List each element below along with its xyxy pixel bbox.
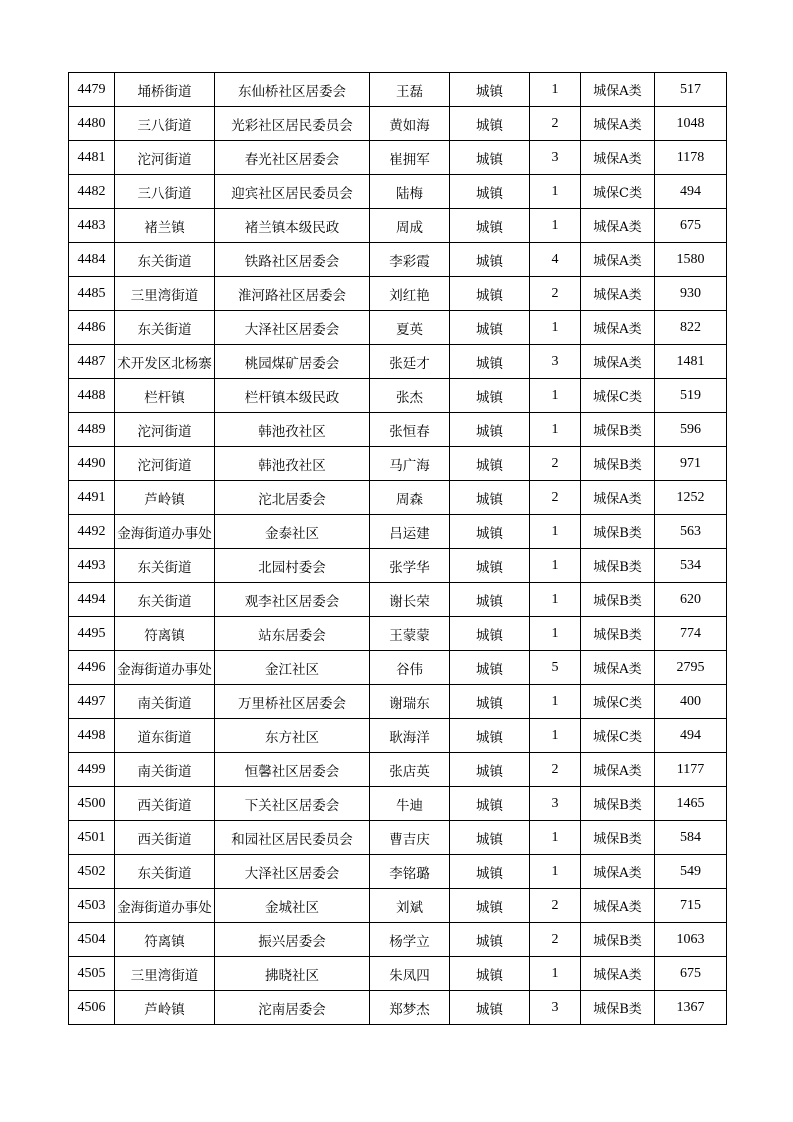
table-row [69,413,727,447]
record-id-cell: 4490 [69,447,115,481]
subdistrict-cell: 东关街道 [115,549,215,583]
monthly-amount-cell: 1465 [655,787,727,821]
household-type-cell: 城镇 [450,345,530,379]
subdistrict-cell: 道东街道 [115,719,215,753]
assistance-category-cell: 城保B类 [581,787,655,821]
name-cell: 崔拥军 [370,141,450,175]
assistance-category-cell: 城保B类 [581,447,655,481]
record-id-cell: 4494 [69,583,115,617]
subdistrict-cell: 东关街道 [115,583,215,617]
assistance-category-cell: 城保B类 [581,821,655,855]
community-cell: 淮河路社区居委会 [215,277,370,311]
record-id-cell: 4502 [69,855,115,889]
household-type-cell: 城镇 [450,481,530,515]
community-cell: 下关社区居委会 [215,787,370,821]
assistance-category-cell: 城保A类 [581,345,655,379]
record-id-cell: 4501 [69,821,115,855]
table-row [69,855,727,889]
household-type-cell: 城镇 [450,583,530,617]
name-cell: 谢瑞东 [370,685,450,719]
table-row [69,447,727,481]
community-cell: 桃园煤矿居委会 [215,345,370,379]
assistance-category-cell: 城保A类 [581,651,655,685]
monthly-amount-cell: 1177 [655,753,727,787]
record-id-cell: 4505 [69,957,115,991]
subdistrict-cell: 埇桥街道 [115,73,215,107]
member-count-cell: 2 [530,447,581,481]
member-count-cell: 1 [530,685,581,719]
assistance-category-cell: 城保C类 [581,379,655,413]
community-cell: 拂晓社区 [215,957,370,991]
table-row [69,481,727,515]
record-id-cell: 4506 [69,991,115,1025]
member-count-cell: 3 [530,787,581,821]
monthly-amount-cell: 675 [655,209,727,243]
subdistrict-cell: 东关街道 [115,855,215,889]
household-type-cell: 城镇 [450,787,530,821]
monthly-amount-cell: 675 [655,957,727,991]
member-count-cell: 1 [530,719,581,753]
assistance-category-cell: 城保C类 [581,685,655,719]
subdistrict-cell: 芦岭镇 [115,481,215,515]
household-type-cell: 城镇 [450,685,530,719]
monthly-amount-cell: 1063 [655,923,727,957]
household-type-cell: 城镇 [450,753,530,787]
name-cell: 朱凤四 [370,957,450,991]
community-cell: 东仙桥社区居委会 [215,73,370,107]
assistance-category-cell: 城保A类 [581,311,655,345]
monthly-amount-cell: 400 [655,685,727,719]
table-row [69,277,727,311]
household-type-cell: 城镇 [450,243,530,277]
member-count-cell: 1 [530,617,581,651]
community-cell: 金城社区 [215,889,370,923]
community-cell: 振兴居委会 [215,923,370,957]
table-row [69,243,727,277]
assistance-category-cell: 城保A类 [581,481,655,515]
monthly-amount-cell: 517 [655,73,727,107]
record-id-cell: 4488 [69,379,115,413]
record-id-cell: 4503 [69,889,115,923]
record-id-cell: 4485 [69,277,115,311]
household-type-cell: 城镇 [450,73,530,107]
community-cell: 沱北居委会 [215,481,370,515]
community-cell: 韩池孜社区 [215,413,370,447]
name-cell: 李彩霞 [370,243,450,277]
table-row [69,379,727,413]
monthly-amount-cell: 1481 [655,345,727,379]
subdistrict-cell: 三八街道 [115,175,215,209]
member-count-cell: 1 [530,821,581,855]
community-cell: 恒馨社区居委会 [215,753,370,787]
subdistrict-cell: 东关街道 [115,311,215,345]
member-count-cell: 3 [530,345,581,379]
household-type-cell: 城镇 [450,447,530,481]
subdistrict-cell: 沱河街道 [115,141,215,175]
member-count-cell: 2 [530,753,581,787]
household-type-cell: 城镇 [450,617,530,651]
monthly-amount-cell: 774 [655,617,727,651]
member-count-cell: 1 [530,209,581,243]
table-row [69,787,727,821]
table-row [69,141,727,175]
household-type-cell: 城镇 [450,855,530,889]
name-cell: 郑梦杰 [370,991,450,1025]
record-id-cell: 4481 [69,141,115,175]
household-type-cell: 城镇 [450,923,530,957]
household-type-cell: 城镇 [450,141,530,175]
record-id-cell: 4486 [69,311,115,345]
member-count-cell: 1 [530,549,581,583]
name-cell: 张恒春 [370,413,450,447]
monthly-amount-cell: 822 [655,311,727,345]
household-type-cell: 城镇 [450,209,530,243]
name-cell: 张杰 [370,379,450,413]
community-cell: 金泰社区 [215,515,370,549]
monthly-amount-cell: 715 [655,889,727,923]
monthly-amount-cell: 549 [655,855,727,889]
record-id-cell: 4489 [69,413,115,447]
name-cell: 周成 [370,209,450,243]
subdistrict-cell: 芦岭镇 [115,991,215,1025]
name-cell: 张廷才 [370,345,450,379]
subdistrict-cell: 南关街道 [115,685,215,719]
table-row [69,73,727,107]
assistance-category-cell: 城保A类 [581,889,655,923]
assistance-category-cell: 城保B类 [581,515,655,549]
monthly-amount-cell: 930 [655,277,727,311]
table-row [69,549,727,583]
monthly-amount-cell: 971 [655,447,727,481]
household-type-cell: 城镇 [450,311,530,345]
monthly-amount-cell: 620 [655,583,727,617]
household-type-cell: 城镇 [450,889,530,923]
table-row [69,991,727,1025]
table-row [69,175,727,209]
household-type-cell: 城镇 [450,957,530,991]
assistance-category-cell: 城保C类 [581,175,655,209]
name-cell: 张学华 [370,549,450,583]
monthly-amount-cell: 2795 [655,651,727,685]
household-type-cell: 城镇 [450,413,530,447]
assistance-category-cell: 城保B类 [581,617,655,651]
roster-table [68,72,727,1025]
community-cell: 站东居委会 [215,617,370,651]
record-id-cell: 4496 [69,651,115,685]
name-cell: 曹吉庆 [370,821,450,855]
table-row [69,209,727,243]
assistance-category-cell: 城保C类 [581,719,655,753]
subdistrict-cell: 褚兰镇 [115,209,215,243]
member-count-cell: 1 [530,583,581,617]
monthly-amount-cell: 563 [655,515,727,549]
record-id-cell: 4504 [69,923,115,957]
record-id-cell: 4479 [69,73,115,107]
subdistrict-cell: 沱河街道 [115,413,215,447]
subdistrict-cell: 术开发区北杨寨 [115,345,215,379]
household-type-cell: 城镇 [450,277,530,311]
assistance-category-cell: 城保B类 [581,413,655,447]
monthly-amount-cell: 1048 [655,107,727,141]
community-cell: 大泽社区居委会 [215,855,370,889]
record-id-cell: 4498 [69,719,115,753]
community-cell: 万里桥社区居委会 [215,685,370,719]
monthly-amount-cell: 534 [655,549,727,583]
household-type-cell: 城镇 [450,821,530,855]
name-cell: 吕运建 [370,515,450,549]
monthly-amount-cell: 1252 [655,481,727,515]
assistance-category-cell: 城保A类 [581,73,655,107]
subdistrict-cell: 三里湾街道 [115,277,215,311]
name-cell: 耿海洋 [370,719,450,753]
household-type-cell: 城镇 [450,651,530,685]
monthly-amount-cell: 1367 [655,991,727,1025]
monthly-amount-cell: 519 [655,379,727,413]
record-id-cell: 4482 [69,175,115,209]
monthly-amount-cell: 584 [655,821,727,855]
name-cell: 杨学立 [370,923,450,957]
member-count-cell: 1 [530,413,581,447]
name-cell: 李铭璐 [370,855,450,889]
assistance-category-cell: 城保A类 [581,243,655,277]
subdistrict-cell: 符离镇 [115,923,215,957]
community-cell: 韩池孜社区 [215,447,370,481]
member-count-cell: 3 [530,141,581,175]
record-id-cell: 4483 [69,209,115,243]
subdistrict-cell: 西关街道 [115,787,215,821]
name-cell: 牛迪 [370,787,450,821]
name-cell: 夏英 [370,311,450,345]
household-type-cell: 城镇 [450,549,530,583]
table-row [69,889,727,923]
name-cell: 刘红艳 [370,277,450,311]
subdistrict-cell: 金海街道办事处 [115,889,215,923]
community-cell: 和园社区居民委员会 [215,821,370,855]
record-id-cell: 4499 [69,753,115,787]
household-type-cell: 城镇 [450,379,530,413]
name-cell: 谷伟 [370,651,450,685]
table-row [69,957,727,991]
assistance-category-cell: 城保B类 [581,549,655,583]
table-row [69,515,727,549]
member-count-cell: 2 [530,107,581,141]
name-cell: 王磊 [370,73,450,107]
member-count-cell: 1 [530,311,581,345]
community-cell: 春光社区居委会 [215,141,370,175]
assistance-category-cell: 城保A类 [581,277,655,311]
name-cell: 谢长荣 [370,583,450,617]
table-row [69,923,727,957]
record-id-cell: 4484 [69,243,115,277]
record-id-cell: 4492 [69,515,115,549]
monthly-amount-cell: 494 [655,719,727,753]
table-row [69,311,727,345]
table-row [69,821,727,855]
table-row [69,345,727,379]
record-id-cell: 4500 [69,787,115,821]
member-count-cell: 4 [530,243,581,277]
record-id-cell: 4487 [69,345,115,379]
table-row [69,719,727,753]
table-row [69,583,727,617]
table-row [69,753,727,787]
subdistrict-cell: 东关街道 [115,243,215,277]
name-cell: 陆梅 [370,175,450,209]
assistance-category-cell: 城保A类 [581,855,655,889]
community-cell: 金江社区 [215,651,370,685]
table-row [69,107,727,141]
name-cell: 王蒙蒙 [370,617,450,651]
monthly-amount-cell: 494 [655,175,727,209]
subdistrict-cell: 栏杆镇 [115,379,215,413]
community-cell: 铁路社区居委会 [215,243,370,277]
assistance-category-cell: 城保B类 [581,923,655,957]
member-count-cell: 1 [530,855,581,889]
monthly-amount-cell: 1580 [655,243,727,277]
member-count-cell: 2 [530,277,581,311]
community-cell: 北园村委会 [215,549,370,583]
assistance-category-cell: 城保A类 [581,107,655,141]
subdistrict-cell: 金海街道办事处 [115,515,215,549]
assistance-category-cell: 城保A类 [581,957,655,991]
community-cell: 褚兰镇本级民政 [215,209,370,243]
member-count-cell: 5 [530,651,581,685]
member-count-cell: 1 [530,515,581,549]
household-type-cell: 城镇 [450,719,530,753]
member-count-cell: 2 [530,481,581,515]
record-id-cell: 4491 [69,481,115,515]
record-id-cell: 4493 [69,549,115,583]
name-cell: 马广海 [370,447,450,481]
table-row [69,617,727,651]
member-count-cell: 3 [530,991,581,1025]
household-type-cell: 城镇 [450,991,530,1025]
record-id-cell: 4495 [69,617,115,651]
community-cell: 栏杆镇本级民政 [215,379,370,413]
member-count-cell: 1 [530,73,581,107]
assistance-category-cell: 城保A类 [581,209,655,243]
record-id-cell: 4497 [69,685,115,719]
community-cell: 迎宾社区居民委员会 [215,175,370,209]
household-type-cell: 城镇 [450,175,530,209]
member-count-cell: 2 [530,923,581,957]
subdistrict-cell: 三里湾街道 [115,957,215,991]
assistance-category-cell: 城保A类 [581,753,655,787]
community-cell: 东方社区 [215,719,370,753]
community-cell: 光彩社区居民委员会 [215,107,370,141]
subdistrict-cell: 西关街道 [115,821,215,855]
subdistrict-cell: 符离镇 [115,617,215,651]
household-type-cell: 城镇 [450,515,530,549]
community-cell: 观李社区居委会 [215,583,370,617]
table-row [69,651,727,685]
subdistrict-cell: 沱河街道 [115,447,215,481]
community-cell: 沱南居委会 [215,991,370,1025]
member-count-cell: 1 [530,379,581,413]
member-count-cell: 1 [530,175,581,209]
community-cell: 大泽社区居委会 [215,311,370,345]
assistance-category-cell: 城保B类 [581,583,655,617]
roster-body [69,73,727,1025]
table-row [69,685,727,719]
name-cell: 刘斌 [370,889,450,923]
record-id-cell: 4480 [69,107,115,141]
assistance-category-cell: 城保B类 [581,991,655,1025]
member-count-cell: 2 [530,889,581,923]
subdistrict-cell: 金海街道办事处 [115,651,215,685]
name-cell: 周森 [370,481,450,515]
monthly-amount-cell: 1178 [655,141,727,175]
monthly-amount-cell: 596 [655,413,727,447]
assistance-category-cell: 城保A类 [581,141,655,175]
member-count-cell: 1 [530,957,581,991]
subdistrict-cell: 三八街道 [115,107,215,141]
name-cell: 张店英 [370,753,450,787]
household-type-cell: 城镇 [450,107,530,141]
subdistrict-cell: 南关街道 [115,753,215,787]
name-cell: 黄如海 [370,107,450,141]
